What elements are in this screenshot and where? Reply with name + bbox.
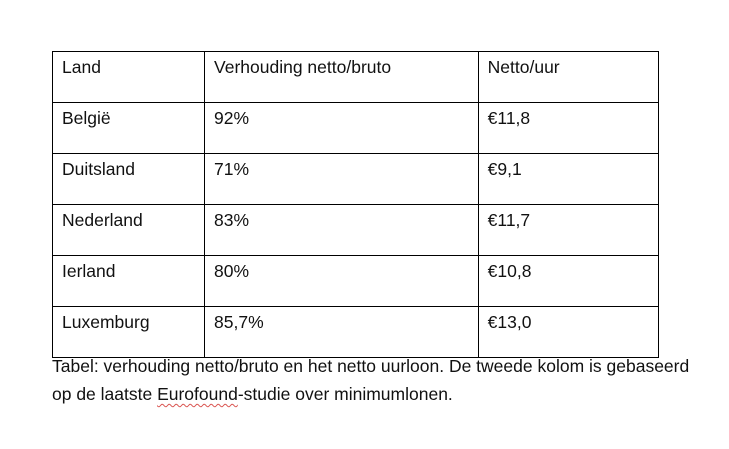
table-cell-ratio: 83%	[205, 205, 479, 256]
table-row	[53, 205, 659, 256]
table-cell-country: Duitsland	[53, 154, 205, 205]
table-row	[53, 256, 659, 307]
table-cell-net-hour: €9,1	[478, 154, 658, 205]
header-cell-net-hour: Netto/uur	[478, 52, 658, 103]
table-cell-ratio: 92%	[205, 103, 479, 154]
table-row	[53, 307, 659, 358]
caption-text: Tabel: verhouding netto/bruto en het netto uurloon. De tweede kolom is gebaseerd op de laatste	[52, 356, 690, 404]
table-cell-country: België	[53, 103, 205, 154]
table-cell-ratio: 85,7%	[205, 307, 479, 358]
table-header-row	[53, 52, 659, 103]
table-cell-net-hour: €13,0	[478, 307, 658, 358]
table-cell-net-hour: €11,8	[478, 103, 658, 154]
table-row	[53, 103, 659, 154]
header-cell-ratio: Verhouding netto/bruto	[205, 52, 479, 103]
header-cell-land: Land	[53, 52, 205, 103]
table-cell-ratio: 80%	[205, 256, 479, 307]
data-table	[52, 51, 659, 358]
table-cell-net-hour: €10,8	[478, 256, 658, 307]
table-caption	[52, 352, 702, 408]
table-cell-country: Ierland	[53, 256, 205, 307]
spellcheck-flagged-word[interactable]: Eurofound	[157, 384, 238, 404]
table-cell-net-hour: €11,7	[478, 205, 658, 256]
table-row	[53, 154, 659, 205]
table-cell-country: Luxemburg	[53, 307, 205, 358]
table-cell-country: Nederland	[53, 205, 205, 256]
caption-text-end: -studie over minimumlonen.	[237, 384, 453, 404]
table-cell-ratio: 71%	[205, 154, 479, 205]
